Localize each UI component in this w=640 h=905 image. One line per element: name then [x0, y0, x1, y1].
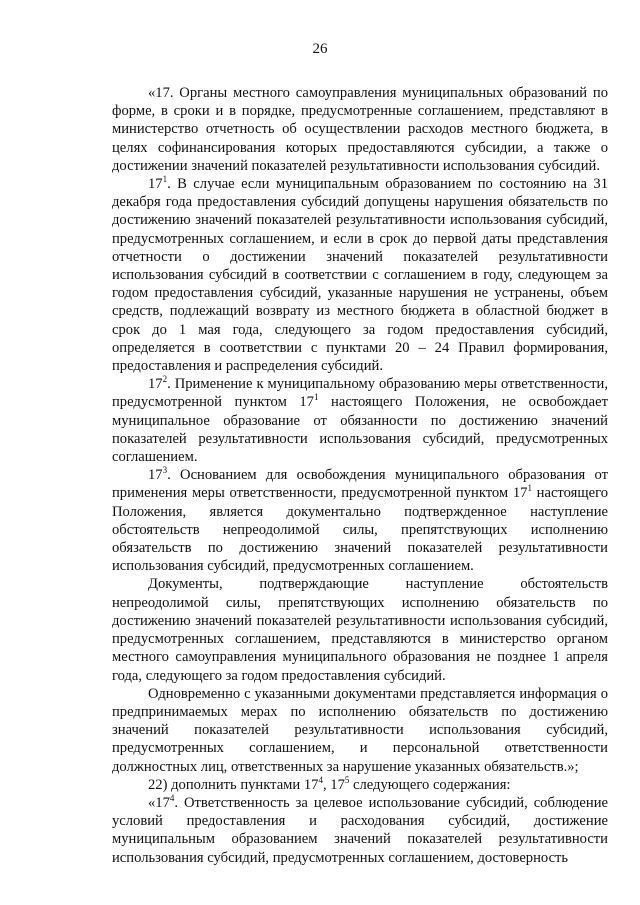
text-segment: настоящего Положения, является документально подтвержденное наступление обстоятельств непреодолимой силы, препятствующих исполнению обязательств по достижению значений показателей результативности использования субсидий, предусмотренных соглашением. — [112, 485, 608, 575]
text-segment: . Основанием для освобождения муниципального образования от применения меры ответственности, предусмотренной пунктом 17 — [112, 467, 608, 502]
paragraph — [112, 466, 608, 575]
superscript: 2 — [162, 374, 168, 385]
paragraph — [112, 175, 608, 375]
text-segment: Документы, подтверждающие наступление обстоятельств непреодолимой силы, препятствующих исполнению обязательств по достижению значений показателей результативности использования субсидий, предусмотренных соглашением, представляются в министерство органом местного самоуправления муниципального образования не позднее 1 апреля года, следующего за годом предоставления субсидий. — [112, 576, 608, 684]
superscript: 1 — [162, 174, 168, 185]
paragraph — [112, 375, 608, 466]
text-segment: , 17 — [322, 776, 345, 793]
text-segment: 17 — [148, 176, 163, 193]
paragraph — [112, 84, 608, 175]
superscript: 1 — [313, 392, 319, 403]
superscript: 4 — [169, 793, 175, 804]
text-segment: 17 — [148, 376, 163, 393]
page-number: 26 — [312, 41, 328, 57]
superscript: 5 — [344, 774, 350, 785]
paragraph — [112, 794, 608, 867]
document-body — [112, 84, 608, 867]
text-segment: 22) дополнить пунктами 17 — [148, 776, 319, 793]
text-segment: . Применение к муниципальному образованию меры ответственности, предусмотренной пунктом 17 — [112, 376, 608, 411]
text-segment: . Ответственность за целевое использование субсидий, соблюдение условий предоставления и расходования субсидий, достижение муниципальным образованием значений показателей результативности использования субсидий, предусмотренных соглашением, достоверность — [112, 794, 608, 866]
text-segment: Одновременно с указанными документами представляется информация о предпринимаемых мерах по исполнению обязательств по достижению значений показателей результативности использования субсидий, предусмотренных соглашением, и персональной ответственности должностных лиц, ответственных за нарушение указанных обязательств.»; — [112, 685, 608, 775]
text-segment: «17. Органы местного самоуправления муниципальных образований по форме, в сроки и в порядке, предусмотренные соглашением, представляют в министерство отчетность об осуществлении расходов местного бюджета, в целях софинансирования которых предоставляются субсидии, а также о достижении значений показателей результативности использования субсидий. — [112, 85, 608, 174]
superscript: 3 — [162, 465, 168, 476]
text-segment: следующего содержания: — [349, 776, 511, 793]
text-segment: «17 — [148, 794, 170, 811]
text-segment: настоящего Положения, не освобождает муниципальное образование от обязанности по достижению значений показателей результативности использования субсидий, предусмотренных соглашением. — [112, 394, 608, 466]
paragraph — [112, 685, 608, 776]
paragraph — [112, 776, 608, 794]
text-segment: 17 — [148, 467, 163, 484]
superscript: 4 — [318, 774, 323, 785]
superscript: 1 — [527, 483, 532, 494]
paragraph — [112, 575, 608, 684]
text-segment: . В случае если муниципальным образованием по состоянию на 31 декабря года предоставления субсидий допущены нарушения обязательств по достижению значений показателей результативности использования субсидий, предусмотренных соглашением, и если в срок до первой даты представления отчетности о достижении значений показателей результативности использования субсидий в соответствии с соглашением в году, следующем за годом предоставления субсидий, указанные нарушения не устранены, объем средств, подлежащий возврату из местного бюджета в областной бюджет в срок до 1 мая года, следующего за годом предоставления субсидий, определяется в соответствии с пунктами 20 – 24 Правил формирования, предоставления и распределения субсидий. — [112, 176, 608, 375]
